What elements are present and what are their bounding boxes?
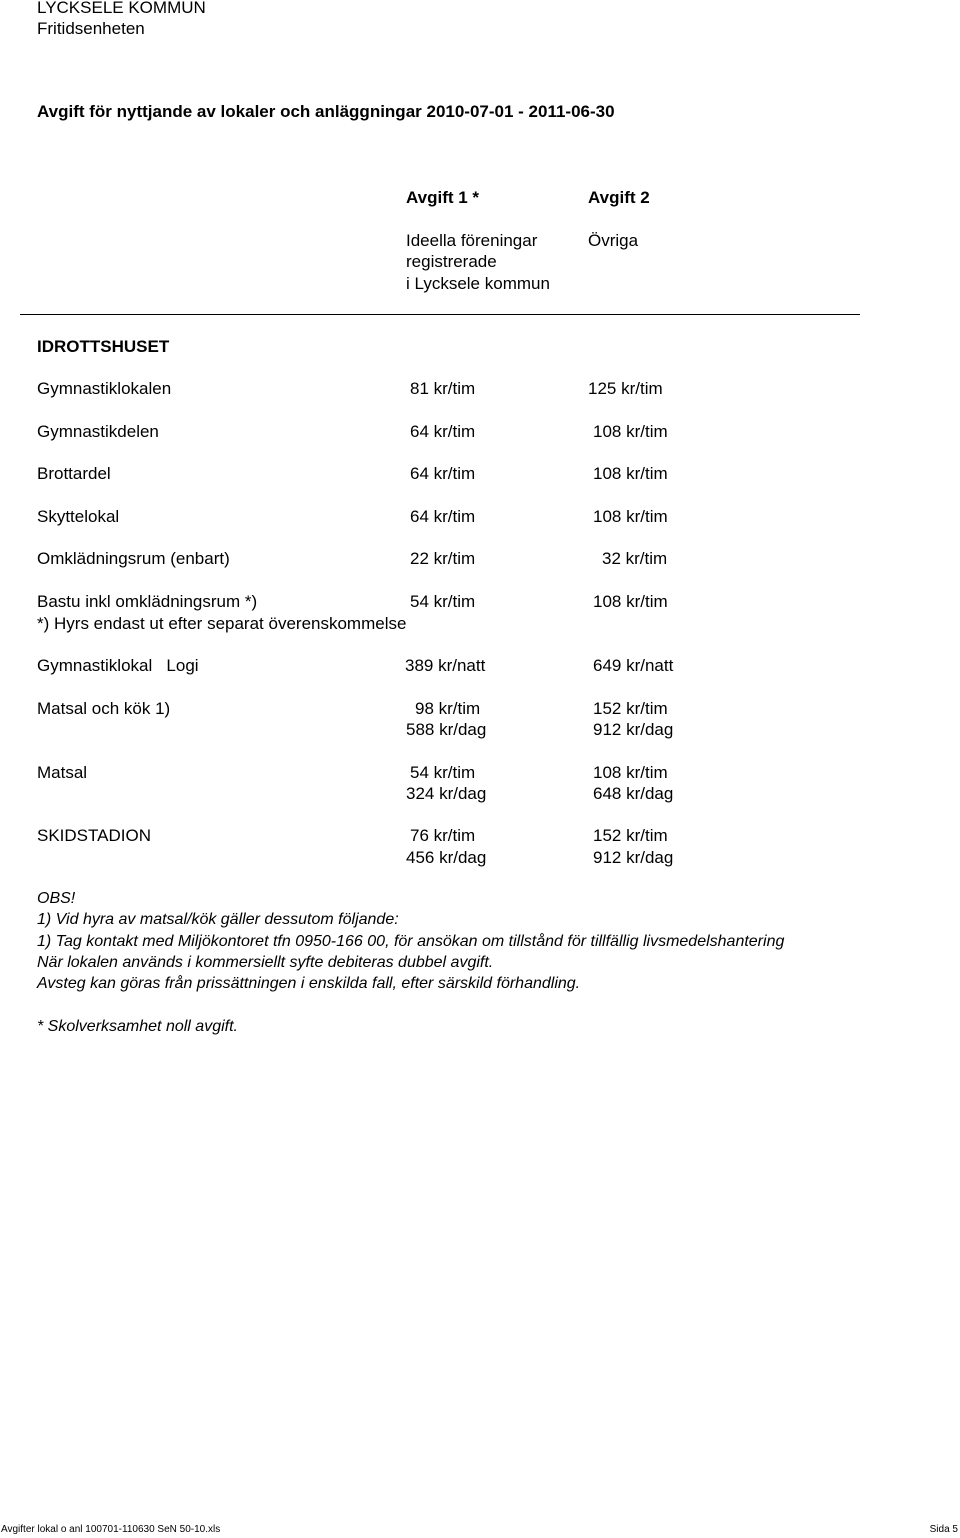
fee2-value: 649 kr/natt — [593, 656, 674, 675]
fee2-value: 108 kr/tim — [593, 422, 668, 441]
fee2-value: 32 kr/tim — [602, 549, 668, 568]
note-line: Avsteg kan göras från prissättningen i enskilda fall, efter särskild förhandling. — [37, 975, 581, 992]
col1-heading: Avgift 1 * — [406, 188, 480, 207]
obs-heading: OBS! — [37, 890, 76, 907]
fee2-value: 125 kr/tim — [588, 379, 663, 398]
col1-sub-line1: Ideella föreningar — [406, 231, 538, 250]
fee2-day-value: 912 kr/dag — [593, 848, 674, 867]
col2-sub: Övriga — [588, 231, 639, 250]
fee2-value: 108 kr/tim — [593, 464, 668, 483]
fee2-value: 108 kr/tim — [593, 592, 668, 611]
note-line: 1) Vid hyra av matsal/kök gäller dessutom följande: — [37, 911, 399, 928]
fee1-value: 64 kr/tim — [410, 464, 476, 483]
department-name: Fritidsenheten — [37, 19, 145, 38]
fee1-day-value: 588 kr/dag — [406, 720, 487, 739]
col1-sub-line3: i Lycksele kommun — [406, 274, 550, 293]
fee1-value: 64 kr/tim — [410, 507, 476, 526]
bastu-note: *) Hyrs endast ut efter separat överenskommelse — [37, 614, 407, 633]
row-label: Omklädningsrum (enbart) — [37, 549, 230, 568]
section-title: IDROTTSHUSET — [37, 337, 170, 356]
col1-sub-line2: registrerade — [406, 252, 497, 271]
fee1-day-value: 456 kr/dag — [406, 848, 487, 867]
row-label: Matsal — [37, 763, 88, 782]
fee1-value: 81 kr/tim — [410, 379, 476, 398]
fee2-day-value: 912 kr/dag — [593, 720, 674, 739]
fee1-hour-value: 54 kr/tim — [410, 763, 476, 782]
note-line: 1) Tag kontakt med Miljökontoret tfn 0950-166 00, för ansökan om tillstånd för tillfällig livsmedelshantering — [37, 933, 785, 950]
fee2-hour-value: 152 kr/tim — [593, 826, 668, 845]
header-divider — [20, 314, 860, 315]
fee2-hour-value: 108 kr/tim — [593, 763, 668, 782]
row-label: Brottardel — [37, 464, 111, 483]
fee2-day-value: 648 kr/dag — [593, 784, 674, 803]
footer-page-number: Sida 5 — [929, 1524, 958, 1535]
row-label: Gymnastikdelen — [37, 422, 159, 441]
organization-name: LYCKSELE KOMMUN — [37, 0, 206, 17]
row-label: SKIDSTADION — [37, 826, 151, 845]
row-label: Bastu inkl omklädningsrum *) — [37, 592, 258, 611]
fee1-hour-value: 76 kr/tim — [410, 826, 476, 845]
note-line: När lokalen används i kommersiellt syfte debiteras dubbel avgift. — [37, 954, 494, 971]
page-title: Avgift för nyttjande av lokaler och anläggningar 2010-07-01 - 2011-06-30 — [37, 102, 615, 121]
fee1-day-value: 324 kr/dag — [406, 784, 487, 803]
row-label: Matsal och kök 1) — [37, 699, 171, 718]
fee2-hour-value: 152 kr/tim — [593, 699, 668, 718]
row-label: Skyttelokal — [37, 507, 120, 526]
fee2-value: 108 kr/tim — [593, 507, 668, 526]
fee1-hour-value: 98 kr/tim — [415, 699, 481, 718]
fee1-value: 22 kr/tim — [410, 549, 476, 568]
fee1-value: 54 kr/tim — [410, 592, 476, 611]
row-label: Gymnastiklokalen — [37, 379, 172, 398]
row-label: Gymnastiklokal Logi — [37, 656, 199, 675]
footer-filename: Avgifter lokal o anl 100701-110630 SeN 50-10.xls — [1, 1524, 221, 1535]
school-note: * Skolverksamhet noll avgift. — [37, 1018, 238, 1035]
col2-heading: Avgift 2 — [588, 188, 650, 207]
fee1-value: 64 kr/tim — [410, 422, 476, 441]
fee1-value: 389 kr/natt — [405, 656, 486, 675]
